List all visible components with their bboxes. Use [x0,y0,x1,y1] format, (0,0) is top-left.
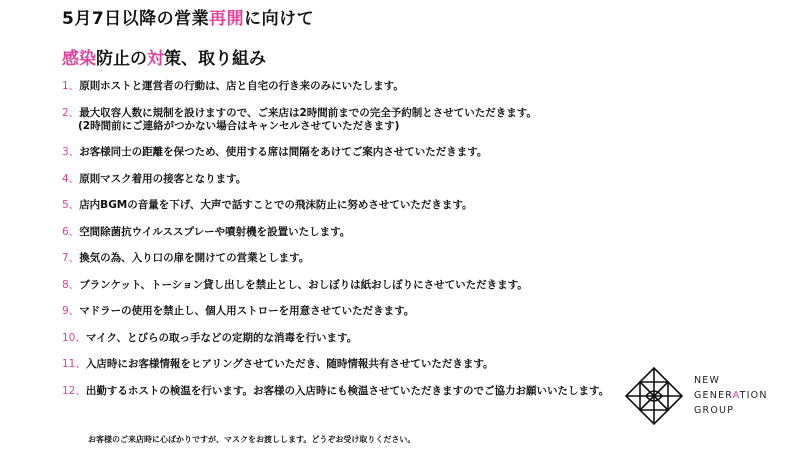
rule-text: 出勤するホストの検温を行います。お客様の入店時にも検温させていただきますのでご協力お願いいたします。 [85,384,610,397]
rule-item [62,173,622,186]
rule-number: 1、 [62,80,80,92]
section-heading [62,44,266,69]
title-accent: 再開 [209,9,245,29]
rule-item [62,332,622,345]
rule-number: 6、 [62,225,80,238]
page-title [62,4,314,29]
rule-text: 原則ホストと運営者の行動は、店と自宅の行き来のみにいたします。 [79,80,404,92]
rule-item [62,146,622,159]
rule-item [62,107,622,133]
rule-item [62,279,622,292]
rule-text: 原則マスク着用の接客となります。 [79,172,247,185]
heading-part-1: 感染 [62,49,96,69]
rule-number: 2、 [62,106,80,119]
rule-item [62,358,622,371]
rule-number: 11、 [62,358,86,370]
rule-subtext: (2時間前にご連絡がつかない場合はキャンセルさせていただきます) [78,119,400,132]
rule-text: 入店時にお客様情報をヒアリングさせていただき、随時情報共有させていただきます。 [85,358,494,370]
rule-text: 空間除菌抗ウイルススプレーや噴射機を設置いたします。 [79,225,351,238]
rule-item [62,80,622,93]
rule-number: 12、 [62,384,86,397]
rule-number: 4、 [62,172,80,185]
rule-text: 最大収容人数に規制を設けますので、ご来店は2時間前までの完全予約制とさせていただきます。 [79,106,537,119]
ngg-diamond-logo-icon [624,366,684,428]
brand-line-1: NEW [694,375,721,386]
rules-list [62,80,622,411]
rule-item [62,385,622,398]
brand-line-3: GROUP [694,405,735,416]
title-text: 5月7日以降の営業 [62,9,210,29]
rule-item [62,252,622,265]
rule-text: マドラーの使用を禁止し、個人用ストローを用意させていただきます。 [79,305,415,317]
rule-text: お客様同士の距離を保つため、使用する席は間隔をあけてご案内させていただきます。 [79,146,488,158]
footer-note: お客様のご来店時に心ばかりですが、マスクをお渡しします。どうぞお受け取りください。 [88,435,416,444]
brand-line-2: GENERATION [694,390,768,401]
rule-number: 3、 [62,146,80,158]
rule-text: 換気の為、入り口の扉を開けての営業とします。 [79,252,310,264]
heading-part-2: 防止の [96,49,147,69]
rule-item [62,199,622,212]
rule-number: 5、 [62,199,80,211]
brand-name [694,373,768,418]
rule-number: 9、 [62,305,80,317]
rule-text: 店内BGMの音量を下げ、大声で話すことでの飛沫防止に努めさせていただきます。 [79,199,473,211]
rule-text: ブランケット、トーション貸し出しを禁止とし、おしぼりは紙おしぼりにさせていただきます。 [79,278,528,291]
rule-item [62,226,622,239]
rule-number: 7、 [62,252,80,264]
rule-item [62,305,622,318]
heading-part-4: 策、取り組み [164,49,266,69]
heading-part-3: 対 [147,49,164,69]
rule-number: 8、 [62,278,80,291]
rule-text: マイク、とびらの取っ手などの定期的な消毒を行います。 [85,331,358,344]
rule-number: 10、 [62,331,86,344]
title-tail: に向けて [244,9,315,29]
